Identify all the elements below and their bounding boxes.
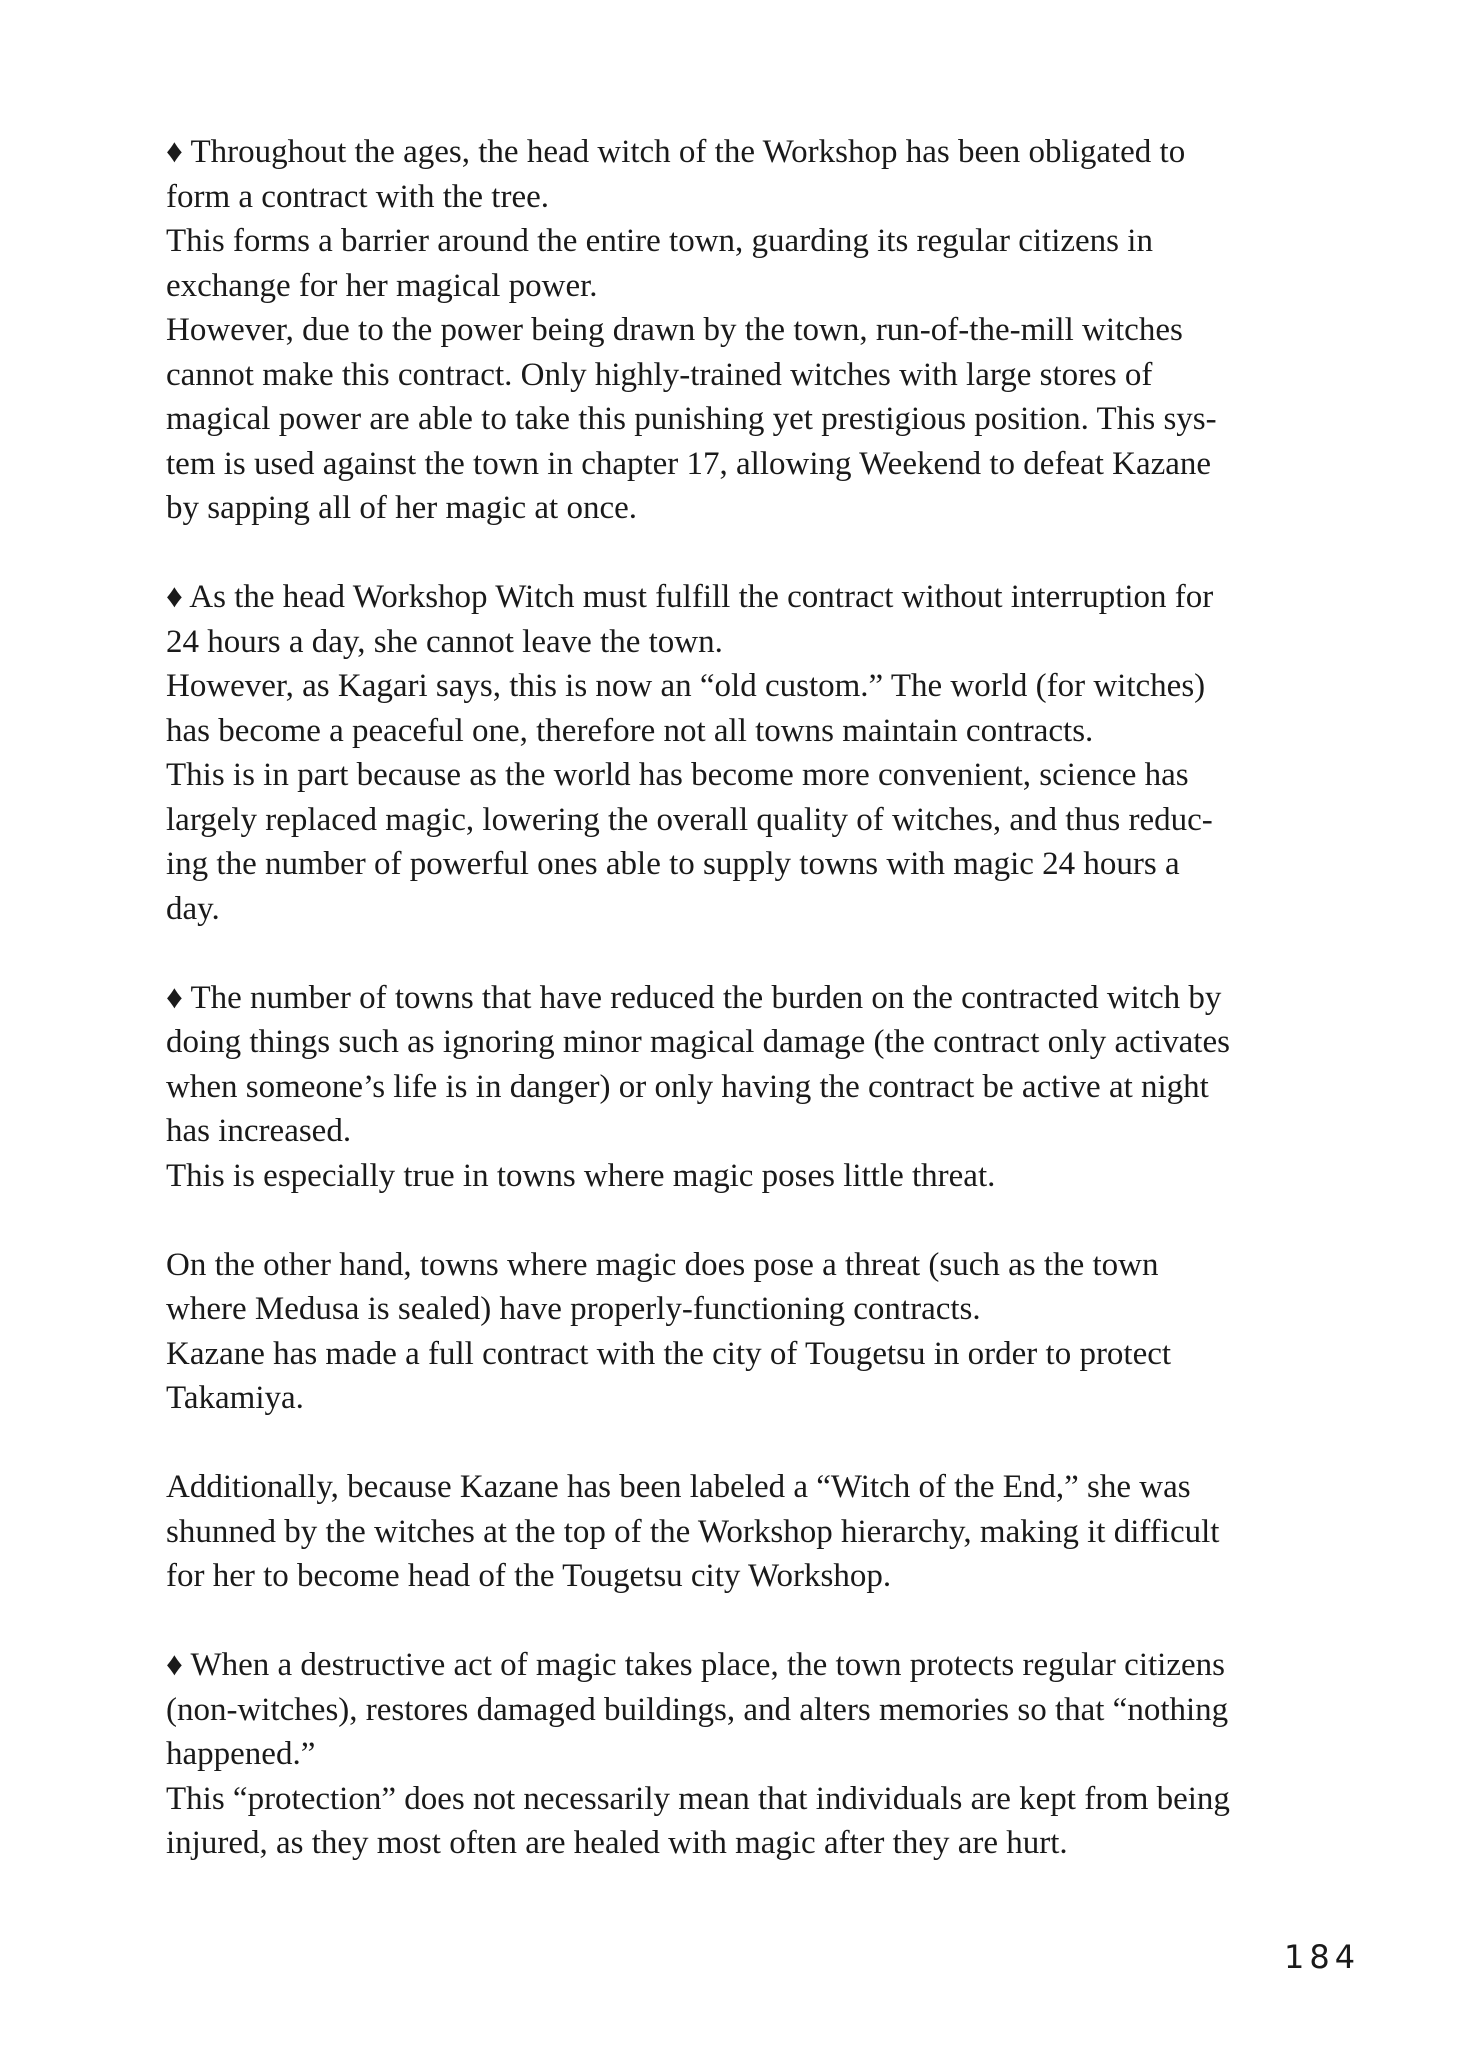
text-line: ♦ Throughout the ages, the head witch of the Workshop has been obligated to (166, 134, 1186, 170)
text-line: tem is used against the town in chapter 17, allowing Weekend to defeat Kazane (166, 445, 1212, 482)
paragraph-gap (166, 1421, 1366, 1466)
text-line: On the other hand, towns where magic does pose a threat (such as the town (166, 1246, 1159, 1283)
page-body (166, 130, 1366, 1866)
text-line: day. (166, 890, 220, 927)
paragraph-old-custom (166, 575, 1366, 931)
paragraph-gap (166, 931, 1366, 976)
paragraph-gap (166, 1198, 1366, 1243)
text-line: However, due to the power being drawn by the town, run-of-the-mill witches (166, 312, 1183, 348)
text-line: when someone’s life is in danger) or only having the contract be active at night (166, 1068, 1209, 1105)
text-line: magical power are able to take this punishing yet prestigious position. This sys- (166, 401, 1217, 437)
paragraph-threat-towns (166, 1243, 1366, 1421)
paragraph-gap (166, 1599, 1366, 1644)
text-line: injured, as they most often are healed with magic after they are hurt. (166, 1825, 1068, 1861)
text-line: (non-witches), restores damaged buildings, and alters memories so that “nothing (166, 1691, 1229, 1728)
text-line: 24 hours a day, she cannot leave the town. (166, 623, 723, 660)
text-line: Kazane has made a full contract with the city of Tougetsu in order to protect (166, 1335, 1172, 1372)
text-line: doing things such as ignoring minor magical damage (the contract only activates (166, 1024, 1230, 1060)
text-line: exchange for her magical power. (166, 267, 598, 304)
text-line: Additionally, because Kazane has been labeled a “Witch of the End,” she was (166, 1469, 1191, 1505)
text-line: has become a peaceful one, therefore not all towns maintain contracts. (166, 712, 1094, 749)
text-line: by sapping all of her magic at once. (166, 490, 638, 526)
text-line: This is especially true in towns where magic poses little threat. (166, 1157, 996, 1194)
text-line: Takamiya. (166, 1380, 304, 1416)
paragraph-reduced-burden (166, 976, 1366, 1199)
paragraph-contract-obligation (166, 130, 1366, 531)
page-number: 184 (1284, 1938, 1361, 1976)
text-line: This forms a barrier around the entire town, guarding its regular citizens in (166, 223, 1153, 259)
text-line: ♦ The number of towns that have reduced the burden on the contracted witch by (166, 979, 1222, 1016)
text-line: cannot make this contract. Only highly-trained witches with large stores of (166, 356, 1153, 393)
text-line: happened.” (166, 1736, 316, 1772)
text-line: This is in part because as the world has become more convenient, science has (166, 757, 1189, 793)
text-line: for her to become head of the Tougetsu city Workshop. (166, 1558, 892, 1594)
text-line: where Medusa is sealed) have properly-functioning contracts. (166, 1291, 981, 1327)
text-line: ♦ When a destructive act of magic takes place, the town protects regular citizens (166, 1647, 1225, 1683)
text-line: form a contract with the tree. (166, 178, 549, 215)
paragraph-protection (166, 1643, 1366, 1866)
text-line: largely replaced magic, lowering the overall quality of witches, and thus reduc- (166, 801, 1213, 838)
text-line: However, as Kagari says, this is now an “old custom.” The world (for witches) (166, 668, 1206, 704)
paragraph-witch-of-the-end (166, 1465, 1366, 1599)
text-line: ♦ As the head Workshop Witch must fulfill the contract without interruption for (166, 579, 1214, 615)
paragraph-gap (166, 531, 1366, 576)
text-line: This “protection” does not necessarily mean that individuals are kept from being (166, 1780, 1230, 1817)
text-line: has increased. (166, 1113, 352, 1149)
text-line: shunned by the witches at the top of the Workshop hierarchy, making it difficult (166, 1513, 1220, 1550)
text-line: ing the number of powerful ones able to supply towns with magic 24 hours a (166, 846, 1180, 882)
